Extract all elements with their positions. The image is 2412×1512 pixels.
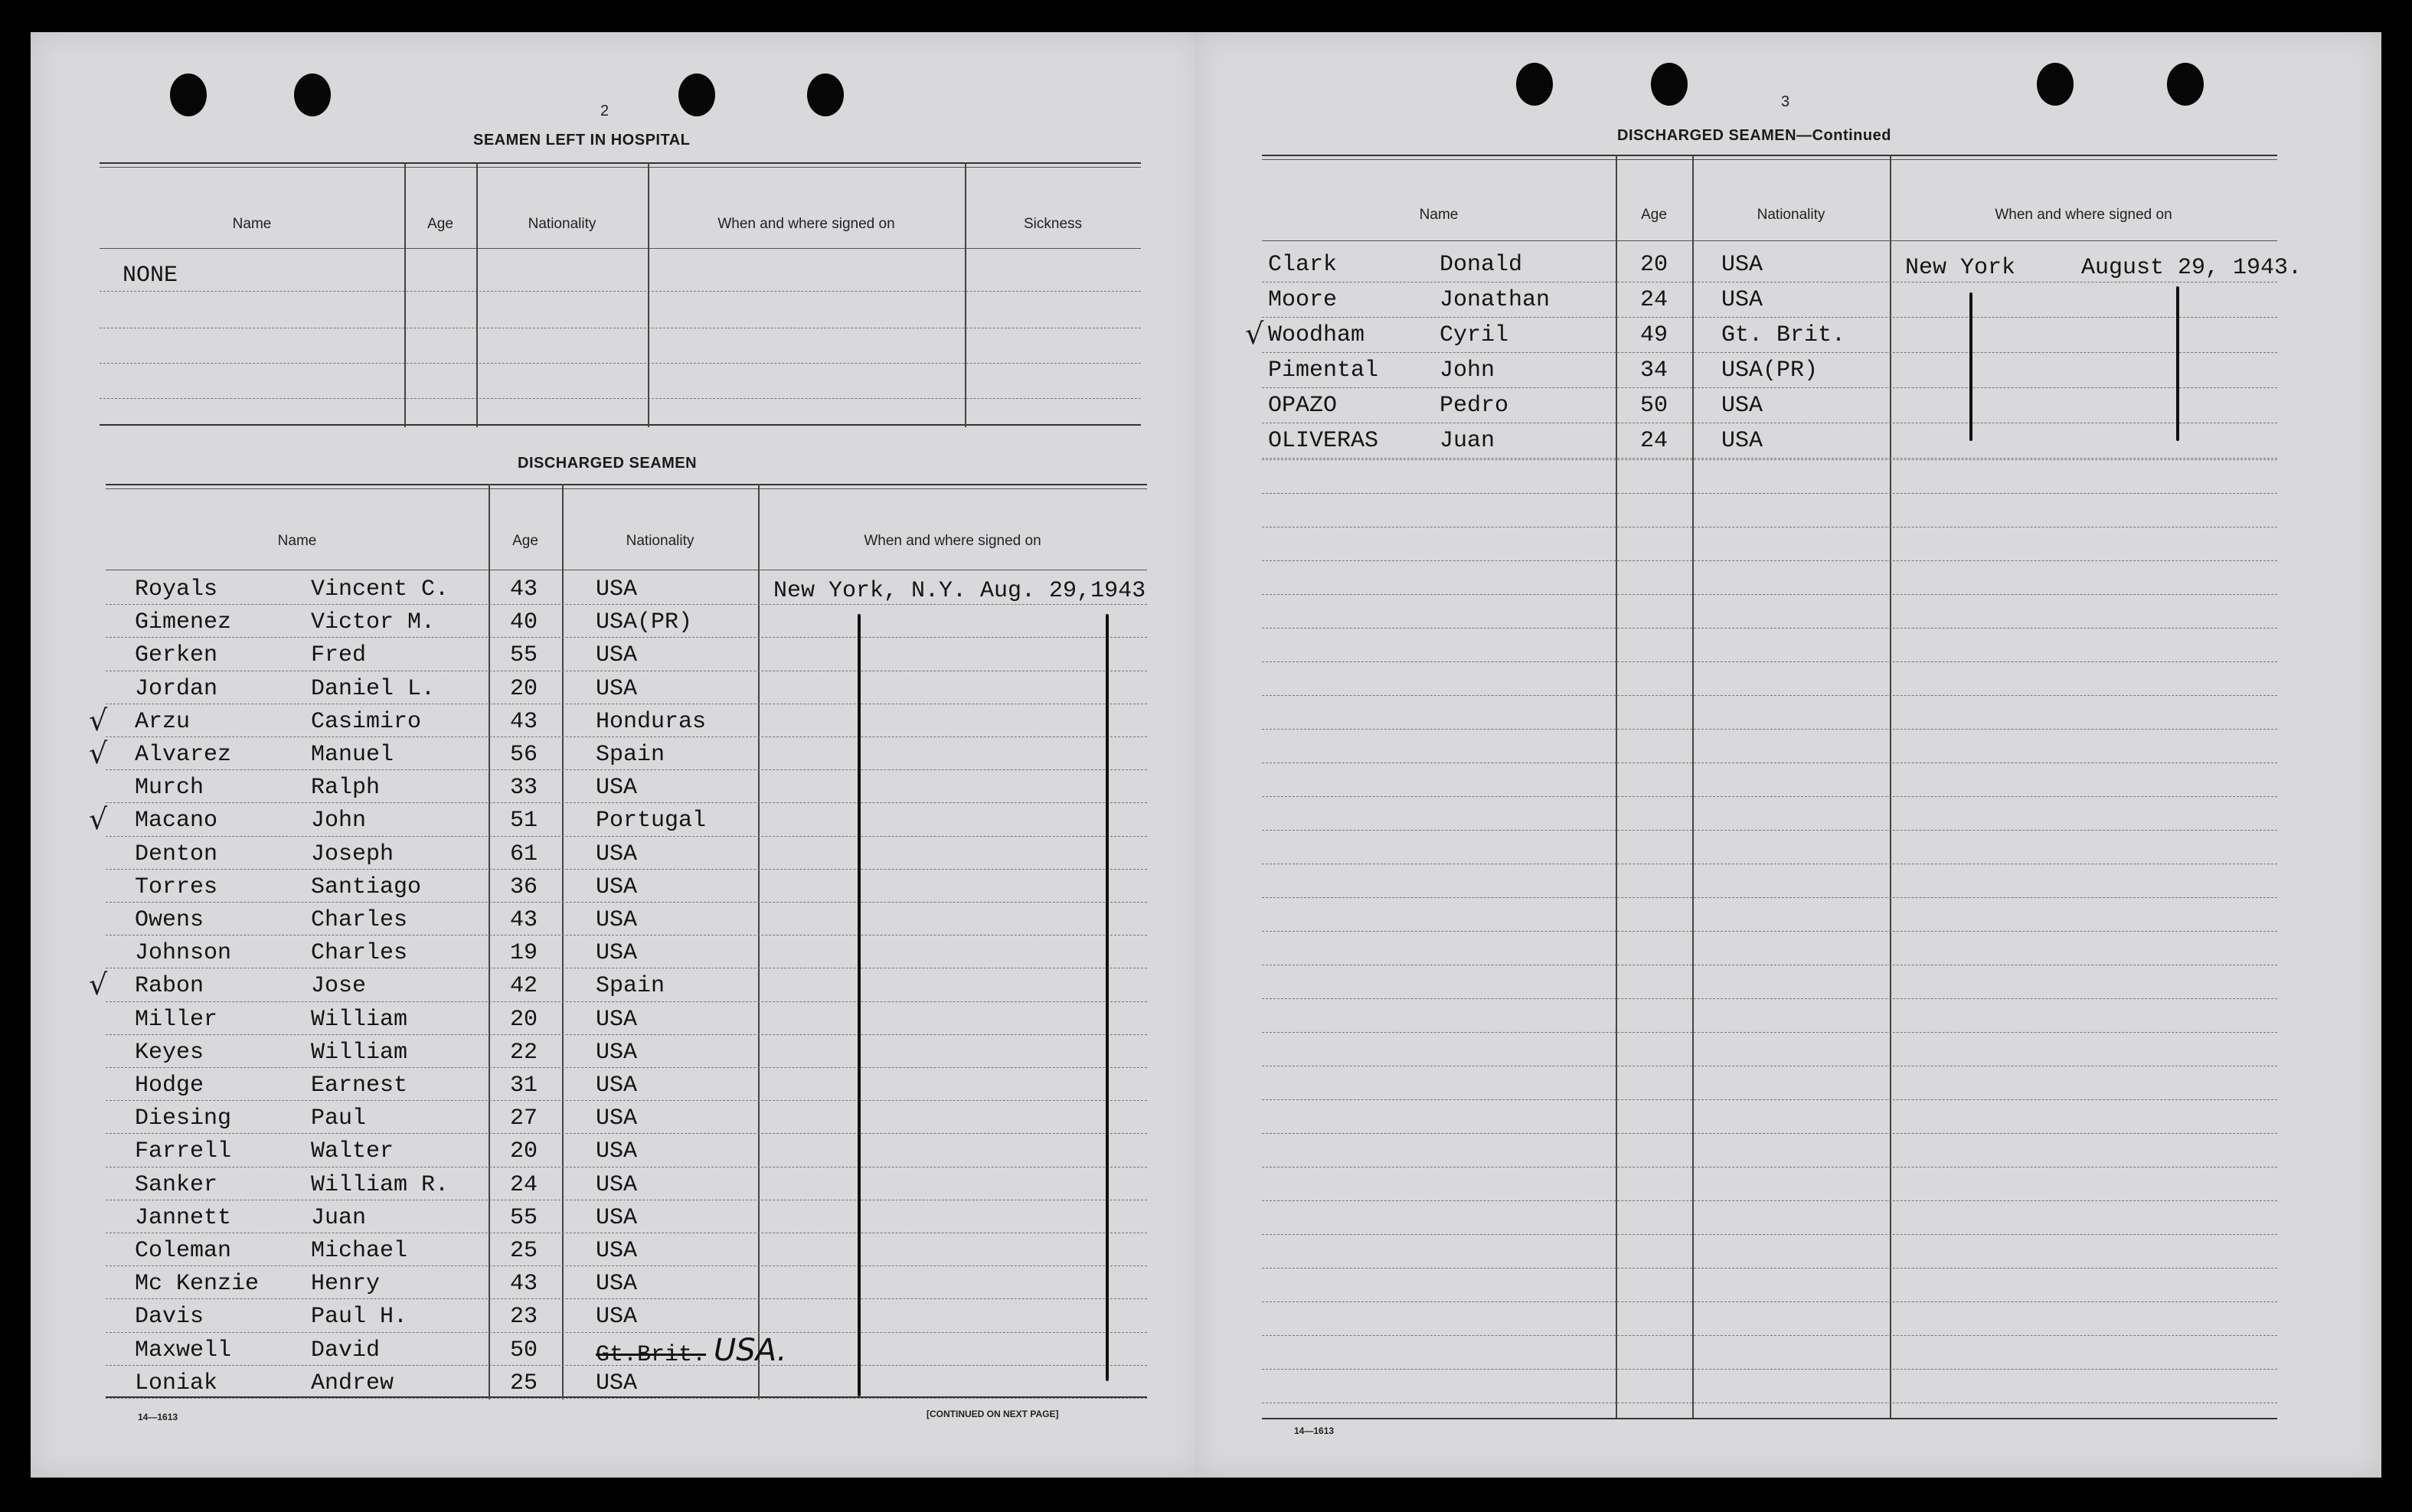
given-name-cell: Juan [311, 1204, 367, 1231]
table-row [106, 1168, 1147, 1201]
age-cell: 49 [1640, 322, 1668, 348]
blank-row-rule [1262, 628, 2277, 629]
row-rule [106, 869, 1147, 870]
age-cell: 51 [510, 808, 538, 834]
col-header-name: Name [277, 533, 317, 549]
ditto-mark [858, 614, 861, 1396]
blank-row-rule [1262, 897, 2277, 898]
table-row [106, 1003, 1147, 1036]
table-row [106, 1102, 1147, 1135]
table-rule [106, 488, 1147, 489]
row-rule [106, 1133, 1147, 1134]
blank-row-rule [1262, 1032, 2277, 1033]
col-header-signed-on: When and where signed on [717, 216, 895, 232]
blank-row-rule [1262, 1234, 2277, 1235]
surname-cell: Jannett [135, 1204, 232, 1231]
given-name-cell: Vincent C. [311, 576, 449, 603]
table-row [106, 638, 1147, 671]
left-page [31, 32, 1202, 1478]
table-row [106, 1367, 1147, 1399]
header-rule [1262, 240, 2277, 241]
age-cell: 20 [510, 1138, 538, 1165]
nationality-cell: USA [596, 874, 638, 900]
surname-cell: Owens [135, 907, 204, 933]
punch-hole [1516, 63, 1553, 106]
table-row [106, 1267, 1147, 1300]
punch-hole [2167, 63, 2204, 106]
surname-cell: Clark [1268, 252, 1338, 278]
age-cell: 20 [510, 1006, 538, 1033]
age-cell: 50 [1640, 393, 1668, 419]
column-divider [965, 162, 966, 427]
blank-row-rule [1262, 1099, 2277, 1100]
surname-cell: Woodham [1268, 322, 1365, 348]
nationality-cell: USA [596, 1171, 638, 1198]
surname-cell: Royals [135, 576, 218, 603]
continued-table [1245, 155, 2303, 1421]
blank-row-rule [1262, 1301, 2277, 1302]
table-row [106, 1234, 1147, 1267]
age-cell: 24 [1640, 287, 1668, 313]
nationality-cell: Honduras [596, 708, 707, 735]
surname-cell: Murch [135, 775, 204, 802]
table-row [106, 1201, 1147, 1234]
given-name-cell: Daniel L. [311, 675, 436, 702]
given-name-cell: Victor M. [311, 609, 436, 636]
age-cell: 33 [510, 775, 538, 802]
nationality-cell: USA [596, 1271, 638, 1298]
row-rule [1262, 387, 2277, 388]
form-number: 14—1613 [138, 1412, 178, 1422]
nationality-cell: USA [596, 576, 638, 603]
surname-cell: Mc Kenzie [135, 1271, 260, 1298]
signed-on-entry: New York, N.Y. Aug. 29,1943 [773, 578, 1146, 604]
signed-on-date: August 29, 1943. [2081, 255, 2303, 281]
surname-cell: Maxwell [135, 1337, 232, 1363]
row-rule [106, 802, 1147, 803]
given-name-cell: Pedro [1440, 393, 1509, 419]
row-rule [106, 1398, 1147, 1399]
age-cell: 20 [510, 675, 538, 702]
header-rule [100, 248, 1141, 249]
surname-cell: Farrell [135, 1138, 232, 1165]
discharged-table [89, 484, 1147, 1399]
age-cell: 56 [510, 742, 538, 768]
blank-row-rule [1262, 560, 2277, 561]
row-rule [106, 736, 1147, 737]
blank-row-rule [1262, 493, 2277, 494]
given-name-cell: Cyril [1440, 322, 1509, 348]
table-row [106, 606, 1147, 638]
row-rule [106, 902, 1147, 903]
nationality-cell: USA [596, 1370, 638, 1396]
surname-cell: Coleman [135, 1238, 232, 1264]
age-cell: 20 [1640, 252, 1668, 278]
surname-cell: Miller [135, 1006, 218, 1033]
hospital-entry: NONE [123, 263, 178, 289]
age-cell: 24 [1640, 428, 1668, 454]
col-header-sickness: Sickness [1023, 216, 1083, 232]
table-row [106, 1135, 1147, 1167]
age-cell: 31 [510, 1073, 538, 1099]
blank-row-rule [1262, 796, 2277, 797]
row-rule [106, 1001, 1147, 1002]
punch-hole [807, 73, 844, 116]
age-cell: 43 [510, 576, 538, 603]
given-name-cell: John [1440, 358, 1495, 384]
nationality-cell: Gt. Brit. [1721, 322, 1846, 348]
row-rule [106, 637, 1147, 638]
surname-cell: OPAZO [1268, 393, 1338, 419]
ditto-mark [1106, 614, 1109, 1381]
surname-cell: Loniak [135, 1370, 218, 1396]
surname-cell: Alvarez [135, 742, 232, 768]
age-cell: 27 [510, 1105, 538, 1132]
table-row [1262, 424, 2277, 459]
punch-hole [2037, 63, 2074, 106]
surname-cell: Moore [1268, 287, 1338, 313]
surname-cell: Torres [135, 874, 218, 900]
nationality-cell: USA [596, 1105, 638, 1132]
nationality-cell: USA [596, 1204, 638, 1231]
row-rule [106, 604, 1147, 605]
right-page [1195, 32, 2381, 1478]
age-cell: 23 [510, 1304, 538, 1331]
row-rule [1262, 458, 2277, 459]
ditto-mark [1969, 292, 1972, 441]
ditto-mark [2176, 286, 2179, 441]
row-rule [106, 1034, 1147, 1035]
row-rule [106, 1298, 1147, 1299]
check-mark: √ [89, 968, 108, 1002]
col-header-age: Age [1641, 207, 1667, 223]
nationality-cell: USA [596, 675, 638, 702]
age-cell: 40 [510, 609, 538, 636]
age-cell: 43 [510, 708, 538, 735]
given-name-cell: Fred [311, 642, 367, 669]
age-cell: 19 [510, 940, 538, 967]
col-header-age: Age [512, 533, 538, 549]
age-cell: 36 [510, 874, 538, 900]
form-number: 14—1613 [1294, 1425, 1335, 1436]
table-row [106, 1300, 1147, 1333]
blank-row-rule [1262, 1133, 2277, 1134]
given-name-cell: Earnest [311, 1073, 408, 1099]
given-name-cell: Paul H. [311, 1304, 408, 1331]
given-name-cell: Jonathan [1440, 287, 1551, 313]
age-cell: 61 [510, 841, 538, 867]
blank-row-rule [1262, 729, 2277, 730]
blank-row-rule [1262, 931, 2277, 932]
continued-note: [CONTINUED ON NEXT PAGE] [927, 1409, 1059, 1419]
table-row [106, 936, 1147, 969]
table-row [1262, 389, 2277, 424]
given-name-cell: Santiago [311, 874, 422, 900]
age-cell: 43 [510, 1271, 538, 1298]
surname-cell: Keyes [135, 1039, 204, 1066]
nationality-cell: Spain [596, 973, 665, 1000]
table-row [89, 802, 1147, 837]
col-header-name: Name [232, 216, 272, 232]
given-name-cell: Jose [311, 973, 367, 1000]
surname-cell: Macano [135, 808, 218, 834]
given-name-cell: Ralph [311, 775, 381, 802]
struck-nationality: Gt.Brit. [596, 1341, 707, 1368]
row-rule [100, 291, 1141, 292]
check-mark: √ [89, 802, 108, 837]
row-rule [100, 398, 1141, 399]
check-mark: √ [89, 703, 108, 737]
table-row [106, 903, 1147, 936]
punch-hole [294, 73, 331, 116]
surname-cell: Rabon [135, 973, 204, 1000]
check-mark: √ [1245, 317, 1264, 351]
table-rule [106, 484, 1147, 485]
nationality-cell: USA [596, 775, 638, 802]
age-cell: 25 [510, 1238, 538, 1264]
surname-cell: Diesing [135, 1105, 232, 1132]
column-divider [404, 162, 406, 427]
table-rule [1262, 1418, 2277, 1419]
blank-row-rule [1262, 1200, 2277, 1201]
col-header-nationality: Nationality [528, 216, 596, 232]
table-row [1245, 317, 2277, 354]
blank-row-rule [1262, 594, 2277, 595]
given-name-cell: Manuel [311, 742, 394, 768]
surname-cell: Arzu [135, 708, 191, 735]
table-row [106, 1334, 1147, 1367]
nationality-cell: USA [596, 1006, 638, 1033]
col-header-name: Name [1419, 207, 1459, 223]
col-header-nationality: Nationality [1757, 207, 1825, 223]
nationality-cell: Portugal [596, 808, 707, 834]
nationality-cell: USA(PR) [1721, 358, 1819, 384]
blank-row-rule [1262, 661, 2277, 662]
row-rule [106, 1365, 1147, 1366]
page-number: 2 [600, 103, 610, 119]
age-cell: 55 [510, 642, 538, 669]
nationality-cell: USA [596, 940, 638, 967]
table-rule [1262, 159, 2277, 160]
punch-hole [678, 73, 715, 116]
row-rule [1262, 317, 2277, 318]
given-name-cell: David [311, 1337, 381, 1363]
given-name-cell: Charles [311, 940, 408, 967]
row-rule [106, 836, 1147, 837]
age-cell: 25 [510, 1370, 538, 1396]
age-cell: 55 [510, 1204, 538, 1231]
nationality-cell: USA [596, 841, 638, 867]
given-name-cell: Paul [311, 1105, 367, 1132]
nationality-cell: USA [596, 1238, 638, 1264]
nationality-cell: USA [1721, 287, 1763, 313]
given-name-cell: Casimiro [311, 708, 422, 735]
table-row [106, 672, 1147, 705]
discharged-section-title: DISCHARGED SEAMEN [518, 455, 698, 472]
surname-cell: Denton [135, 841, 218, 867]
table-row [89, 703, 1147, 738]
blank-row-rule [1262, 830, 2277, 831]
table-row [89, 968, 1147, 1002]
row-rule [106, 1332, 1147, 1333]
table-row [106, 771, 1147, 804]
surname-cell: Gimenez [135, 609, 232, 636]
row-rule [106, 935, 1147, 936]
table-row [89, 736, 1147, 771]
surname-cell: Pimental [1268, 358, 1379, 384]
table-rule [100, 424, 1141, 426]
table-row [106, 838, 1147, 870]
given-name-cell: Walter [311, 1138, 394, 1165]
table-rule [100, 162, 1141, 164]
hospital-table [100, 162, 1141, 427]
row-rule [106, 1265, 1147, 1266]
given-name-cell: Henry [311, 1271, 381, 1298]
blank-row-rule [1262, 1335, 2277, 1336]
given-name-cell: Charles [311, 907, 408, 933]
blank-row-rule [1262, 1369, 2277, 1370]
punch-hole [170, 73, 207, 116]
column-divider [476, 162, 478, 427]
given-name-cell: William R. [311, 1171, 449, 1198]
punch-hole [1651, 63, 1688, 106]
given-name-cell: Joseph [311, 841, 394, 867]
given-name-cell: Juan [1440, 428, 1495, 454]
table-row [1262, 248, 2277, 283]
surname-cell: Sanker [135, 1171, 218, 1198]
col-header-age: Age [427, 216, 453, 232]
given-name-cell: William [311, 1039, 408, 1066]
nationality-cell: USA [1721, 393, 1763, 419]
age-cell: 24 [510, 1171, 538, 1198]
nationality-cell: USA [596, 1304, 638, 1331]
table-row [1262, 354, 2277, 389]
nationality-cell: USA(PR) [596, 609, 693, 636]
table-row [106, 870, 1147, 903]
row-rule [106, 1067, 1147, 1068]
given-name-cell: Andrew [311, 1370, 394, 1396]
nationality-cell: Spain [596, 742, 665, 768]
row-rule [106, 1100, 1147, 1101]
nationality-cell: USA [596, 1138, 638, 1165]
given-name-cell: Donald [1440, 252, 1523, 278]
blank-row-rule [1262, 459, 2277, 460]
nationality-cell: USA [596, 907, 638, 933]
col-header-signed-on: When and where signed on [864, 533, 1041, 549]
col-header-signed-on: When and where signed on [1995, 207, 2172, 223]
table-row [106, 573, 1147, 606]
age-cell: 50 [510, 1337, 538, 1363]
age-cell: 42 [510, 973, 538, 1000]
surname-cell: Gerken [135, 642, 218, 669]
table-row [106, 1036, 1147, 1069]
hospital-section-title: SEAMEN LEFT IN HOSPITAL [473, 132, 691, 149]
age-cell: 43 [510, 907, 538, 933]
table-rule [1262, 155, 2277, 156]
blank-row-rule [1262, 998, 2277, 999]
row-rule [1262, 352, 2277, 353]
age-cell: 34 [1640, 358, 1668, 384]
row-rule [100, 363, 1141, 364]
nationality-cell: USA [596, 1039, 638, 1066]
given-name-cell: John [311, 808, 367, 834]
column-divider [648, 162, 649, 427]
blank-row-rule [1262, 1268, 2277, 1269]
given-name-cell: William [311, 1006, 408, 1033]
nationality-cell: USA [596, 1073, 638, 1099]
nationality-cell: USA [1721, 252, 1763, 278]
surname-cell: Davis [135, 1304, 204, 1331]
age-cell: 22 [510, 1039, 538, 1066]
continued-section-title: DISCHARGED SEAMEN—Continued [1617, 127, 1891, 144]
table-row [106, 1069, 1147, 1102]
table-rule [100, 167, 1141, 168]
signed-on-place: New York [1905, 255, 2016, 281]
surname-cell: Hodge [135, 1073, 204, 1099]
nationality-cell: USA [596, 642, 638, 669]
col-header-nationality: Nationality [626, 533, 695, 549]
blank-row-rule [1262, 695, 2277, 696]
surname-cell: OLIVERAS [1268, 428, 1379, 454]
page-number: 3 [1781, 93, 1790, 110]
nationality-cell: USA [1721, 428, 1763, 454]
check-mark: √ [89, 736, 108, 770]
row-rule [106, 769, 1147, 770]
surname-cell: Johnson [135, 940, 232, 967]
given-name-cell: Michael [311, 1238, 408, 1264]
surname-cell: Jordan [135, 675, 218, 702]
handwritten-correction: USA. [714, 1332, 787, 1368]
table-row [1262, 283, 2277, 318]
